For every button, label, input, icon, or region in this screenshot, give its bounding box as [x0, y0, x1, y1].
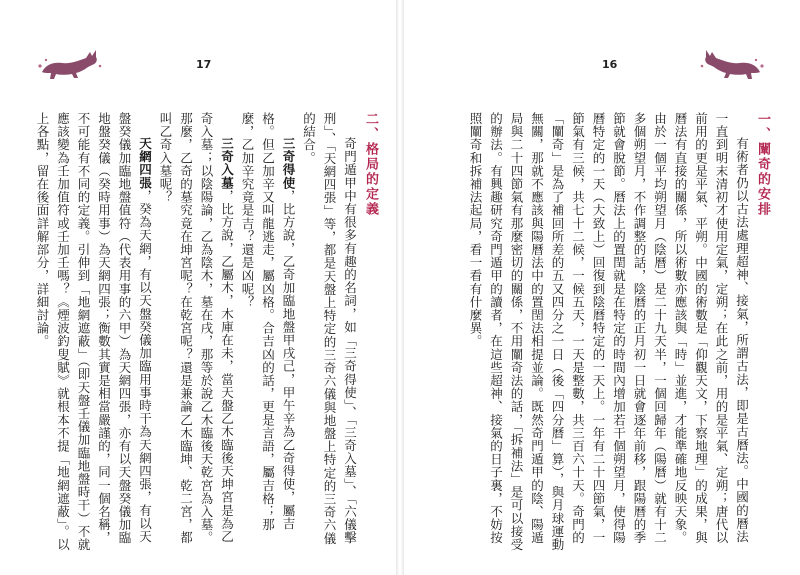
- paragraph: 三奇入墓，比方說，乙屬木，木庫在未，當天盤乙木臨後天坤宮是為乙奇入墓；以陰陽論，乙為陰木，墓在戌，那等於說乙木臨後天乾宮為入墓。那麼，乙奇的墓究竟在坤宮呢？在乾宮呢？還是兼論乙木臨坤、乾二宮，都叫乙奇入墓呢？: [158, 112, 235, 545]
- page-number: 16: [602, 58, 618, 71]
- term: 天網四張: [137, 137, 153, 190]
- right-page: [404, 0, 792, 575]
- page-body: [28, 112, 380, 552]
- left-page: [8, 0, 396, 575]
- gutter: [396, 0, 404, 575]
- deer-ornament-icon: [696, 46, 766, 80]
- section-heading: 一、闡奇的安排: [755, 112, 770, 217]
- page-body: [420, 112, 772, 552]
- term: 三奇得使: [281, 137, 296, 190]
- section-heading: 二、格局的定義: [363, 112, 378, 217]
- paragraph: 天網四張，癸為天網，有以天盤癸儀加臨用事時干為天網四張，有以天盤癸儀加臨地盤值符（代表用事的六甲）為天網四張，亦有以天盤癸儀加臨地盤癸儀（癸時用事）為天網四張；衡數其實是相當嚴謹的，同一個名稱，不可能有不同的定義。引伸到「地網遮蔽」（即天盤壬儀加臨地盤時干）不就應該變為壬加值符或壬加壬嗎？《煙波釣叟賦》就根本不提「地網遮蔽」。以上各點，留在後面詳解部分，詳細討論。: [35, 112, 153, 552]
- paragraph: 奇門遁甲中有很多有趣的名詞，如「三奇得使」、「三奇入墓」、「六儀擊刑」、「天網四張」等，都是天盤上特定的三奇六儀與地盤上特定的三奇六儀的結合。: [301, 112, 358, 545]
- page-number: 17: [196, 58, 212, 71]
- paragraph: 有術者仍以古法處理超神、接氣，所謂古法，即是古曆法。中國的曆法一直到明末清初才使用定氣，定朔；在此之前，用的是平氣、定朔；唐代以前用的更是平氣、平朔。中國的術數是「仰觀天文，下察地理」的成果，與曆法有直接的關係，所以術數亦應該與「時」並進，才能準確地反映天象。由於一個平均朔望月（陰曆）是二十九天半，一個回歸年（陽曆）就有十二多個朔望月，不作調整的話，陰曆的正月初一日就會逐年前移，跟陽曆的季節就會脫節。曆法上的置閏就是在特定的時間內增加若干個朔望月，使得陽曆特定的一天（大致上）回復到陰曆特定的一天上。一年有二十四節氣，一節氣有三候，共七十二候，一候五天，一天是整數，共三百六十天。奇門的「闡奇」是為了補回所差的五又四分之一日（後「四分曆」算），與月球運動無關，那就不應該與陽曆法中的置閏法相提並論。既然奇門遁甲的陰、陽遁局與二十四節氣有那麼密切的關係，不用闡奇法的話，「拆補法」是可以接受的辦法。有興趣研究奇門遁甲的讀者，在這些超神、接氣的日子裏，不妨按照闡奇和拆補法起局，看一看有什麼異。: [468, 112, 750, 552]
- deer-ornament-icon: [36, 46, 106, 80]
- paragraph: 三奇得使，比方說，乙奇加臨地盤甲戌己，甲午辛為乙奇得使，屬吉格。但乙加辛又叫龍逃走，屬凶格。合吉凶的話，更是言語，屬吉格；那麼，乙加辛究竟是吉？還是凶呢？: [240, 112, 296, 532]
- term: 三奇入墓: [219, 137, 235, 190]
